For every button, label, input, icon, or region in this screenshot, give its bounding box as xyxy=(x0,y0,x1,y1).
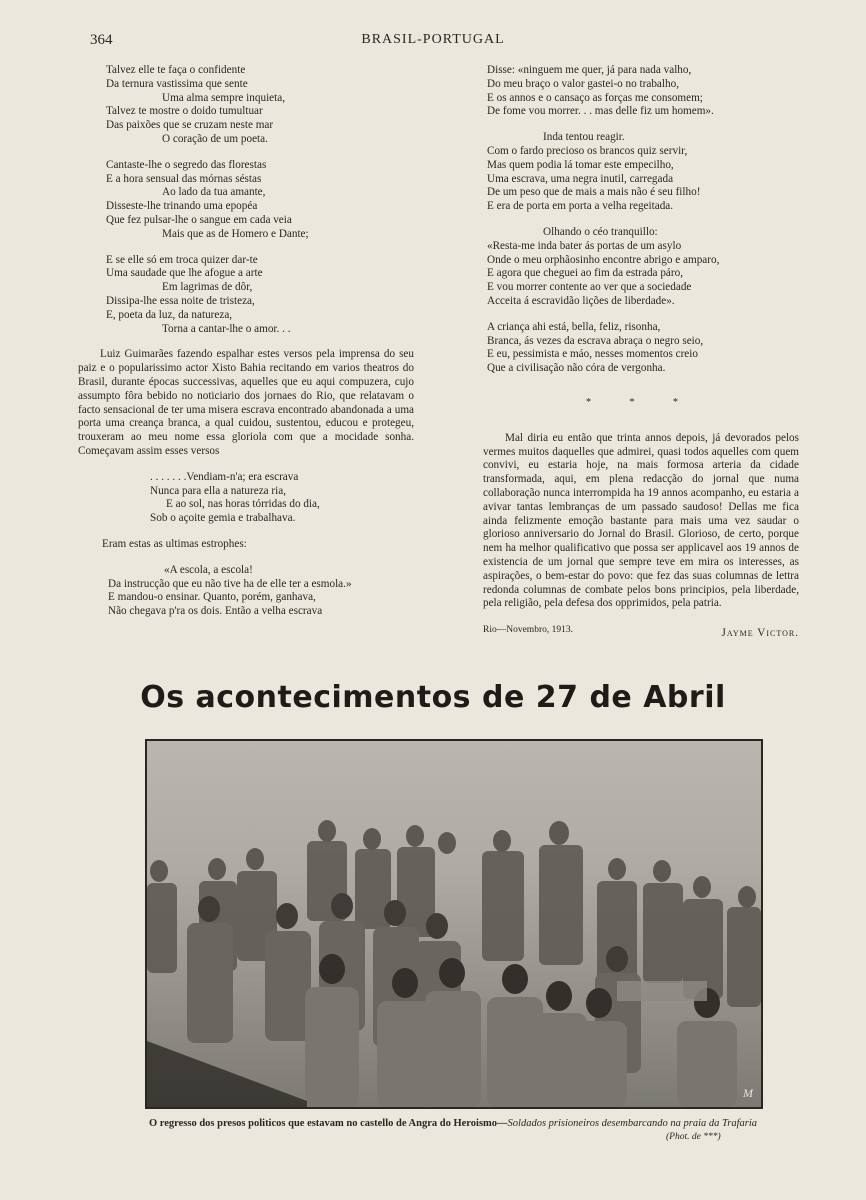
poem-stanza xyxy=(483,131,799,214)
poem-line: E mandou-o ensinar. Quanto, porém, ganhava, xyxy=(108,591,316,604)
poem-line: Inda tentou reagir. xyxy=(543,131,625,144)
poem-line: E, poeta da luz, da natureza, xyxy=(106,308,233,321)
poem-line: E era de porta em porta a velha regeitada. xyxy=(487,200,674,213)
poem-line: Olhando o céo tranquillo: xyxy=(543,225,658,238)
caption-subtitle: Soldados prisioneiros desembarcando na praia da Trafaria xyxy=(507,1118,758,1129)
poem-line: A criança ahi está, bella, feliz, risonha, xyxy=(487,320,661,333)
poem-line: Talvez elle te faça o confidente xyxy=(106,64,246,76)
poem-line: Em lagrimas de dôr, xyxy=(162,281,253,294)
poem-line: E se elle só em troca quizer dar-te xyxy=(106,253,258,266)
poem-line: Mas quem podia lá tomar este empecilho, xyxy=(487,158,674,171)
poem-line: De um peso que de mais a mais não é seu filho! xyxy=(487,186,701,199)
poem-line: Nunca para ella a natureza ria, xyxy=(150,484,287,497)
poem-stanza xyxy=(78,159,414,242)
poem-line: O coração de um poeta. xyxy=(162,132,268,145)
left-column xyxy=(78,64,414,619)
poem-line: E ao sol, nas horas tórridas do dia, xyxy=(166,498,320,511)
section-separator: * * * xyxy=(586,396,696,408)
poem-line: E eu, pessimista e máo, nesses momentos creio xyxy=(487,348,698,361)
poem-line: Disseste-lhe trinando uma epopéa xyxy=(106,200,258,213)
poem-line: E a hora sensual das mórnas séstas xyxy=(106,172,262,185)
poem-line: Branca, ás vezes da escrava abraça o negro seio, xyxy=(487,334,704,347)
poem-line: Acceita á escravidão lições de liberdade». xyxy=(487,294,675,307)
poem-stanza xyxy=(78,254,414,337)
poem-line: «A escola, a escola! xyxy=(164,563,253,576)
prose-paragraph: Mal diria eu então que trinta annos depois, já devorados pelos vermes muitos daquelles que admirei, quasi todos aquelles com quem convivi, eu estaria hoje, na mais formosa arteria da cidade transformada, aqui, em plena redacção do jornal que numa collaboração nunca interrompida ha 19 annos acompanho, eu estaria a avivar tantas lembranças de um passado saudoso! Dellas me fica ainda felizmente emoção bastante para mais uma vez saudar o glorioso anniversario do Jornal do Brasil. Glorioso, de certo, porque nem ha melhor qualificativo que possa ser applicavel aos 19 annos de existencia de um jornal que sempre teve em mira os interesses, as aspirações, o bem-estar do povo: que fez das suas columnas de lettra redonda columnas de combate pelos bons principios, pela liberdade, pela religião, pela defesa dos opprimidos, pela patria. xyxy=(483,431,799,610)
poem-line: Cantaste-lhe o segredo das florestas xyxy=(106,158,267,171)
poem-line: «Resta-me inda bater ás portas de um asylo xyxy=(487,239,682,252)
article-heading: Os acontecimentos de 27 de Abril xyxy=(140,680,726,715)
poem-line: Torna a cantar-lhe o amor. . . xyxy=(162,322,291,335)
author-signature: Jayme Victor. xyxy=(721,627,799,640)
poem-line: . . . . . . .Vendiam-n'a; era escrava xyxy=(150,470,299,483)
poem-line: Que a civilisação não córa de vergonha. xyxy=(487,362,666,375)
quoted-verse xyxy=(78,564,414,619)
poem-line: Da ternura vastissima que sente xyxy=(106,77,248,90)
intro-line: Eram estas as ultimas estrophes: xyxy=(102,537,247,550)
poem-line: Sob o açoite gemia e trabalhava. xyxy=(150,512,296,525)
poem-line: Uma saudade que lhe afogue a arte xyxy=(106,267,263,280)
poem-line: Uma alma sempre inquieta, xyxy=(162,91,286,104)
running-head xyxy=(0,32,866,52)
poem-line: Que fez pulsar-lhe o sangue em cada veia xyxy=(106,213,292,226)
poem-line: E agora que cheguei ao fim da estrada páro, xyxy=(487,267,683,280)
photo-caption xyxy=(80,1118,826,1129)
poem-line: Ao lado da tua amante, xyxy=(162,186,266,199)
news-photograph xyxy=(145,739,763,1109)
poem-line: Mais que as de Homero e Dante; xyxy=(162,227,309,240)
poem-line: Não chegava p'ra os dois. Então a velha escrava xyxy=(108,605,323,618)
poem-line: Uma escrava, uma negra inutil, carregada xyxy=(487,172,674,185)
poem-line: De fome vou morrer. . . mas delle fiz um homem». xyxy=(487,105,714,118)
poem-stanza xyxy=(483,64,799,119)
photo-credit: (Phot. de ***) xyxy=(666,1132,721,1142)
journal-title: BRASIL-PORTUGAL xyxy=(361,32,505,47)
poem-line: Dissipa-lhe essa noite de tristeza, xyxy=(106,294,255,307)
place-date: Rio—Novembro, 1913. xyxy=(483,625,573,636)
poem-line: Do meu braço o valor gastei-o no trabalho, xyxy=(487,77,679,90)
poem-stanza xyxy=(78,64,414,147)
prose-paragraph: Luiz Guimarães fazendo espalhar estes versos pela imprensa do seu paiz e o popularissimo actor Xisto Bahia recitando em varios theatros do Brasil, durante épocas successivas, aquelles que eu aqui compuzera, cujo assumpto fôra bebido no noticiario dos jornaes do Rio, que relatavam o facto sensacional de ter uma misera escrava encontrado abandonada a uma porta uma creança branca, a qual cuidou, sustentou, educou e protegeu, trouxeram ao meu nome essa gloriola com que a mocidade sonha. Começavam assim esses versos xyxy=(78,348,414,457)
photo-monogram: M xyxy=(743,1086,753,1100)
poem-line: Da instrucção que eu não tive ha de elle ter a esmola.» xyxy=(108,577,352,590)
caption-main: O regresso dos presos politicos que estavam no castello de Angra do Heroismo— xyxy=(148,1118,508,1129)
poem-line: Com o fardo precioso os brancos quiz servir, xyxy=(487,144,688,157)
poem-line: Das paixões que se cruzam neste mar xyxy=(106,119,274,132)
poem-line: Disse: «ninguem me quer, já para nada valho, xyxy=(487,64,692,76)
quoted-verse xyxy=(78,471,414,526)
poem-line: E os annos e o cansaço as forças me consomem; xyxy=(487,91,703,104)
byline xyxy=(483,623,799,639)
poem-line: E vou morrer contente ao ver que a sociedade xyxy=(487,281,692,294)
page-number: 364 xyxy=(90,32,113,48)
poem-stanza xyxy=(483,226,799,309)
poem-line: Onde o meu orphãosinho encontre abrigo e amparo, xyxy=(487,253,720,266)
soldiers-photo-image xyxy=(147,741,761,1107)
right-column xyxy=(483,64,799,639)
poem-line: Talvez te mostre o doido tumultuar xyxy=(106,105,263,118)
poem-stanza xyxy=(483,321,799,376)
